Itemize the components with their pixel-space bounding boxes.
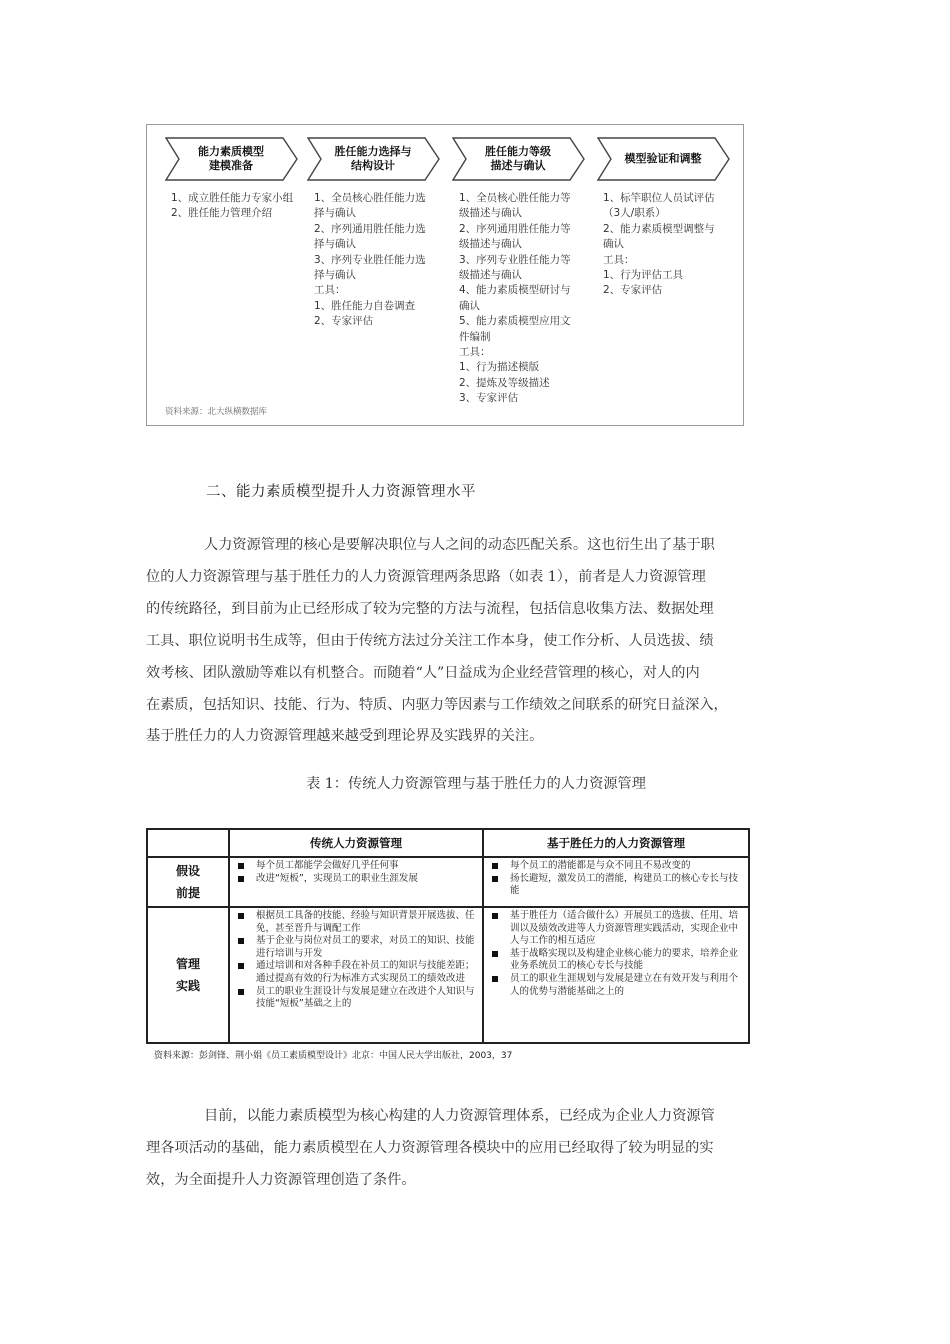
- stage-item: 1、全员核心胜任能力等级描述与确认: [459, 192, 571, 220]
- stage-item: 5、能力素质模型应用文件编制: [459, 315, 571, 343]
- comparison-table: [146, 828, 750, 1044]
- stage-item: 工具：: [314, 284, 346, 297]
- stage-2-header: [307, 137, 441, 181]
- paragraph-line: 目前，以能力素质模型为核心构建的人力资源管理体系，已经成为企业人力资源管: [204, 1108, 715, 1124]
- stage-item: 1、标竿职位人员试评估（3人/职系）: [603, 192, 715, 220]
- stage-3-header: [452, 137, 586, 181]
- section-title: 二、能力素质模型提升人力资源管理水平: [206, 484, 476, 500]
- stage-4-items: [603, 191, 725, 299]
- paragraph-line: 工具、职位说明书生成等，但由于传统方法过分关注工作本身，使工作分析、人员选拔、绩: [146, 632, 714, 649]
- stage-item: 2、提炼及等级描述: [459, 376, 550, 389]
- stage-item: 1、成立胜任能力专家小组: [171, 192, 294, 204]
- paragraph-line: 位的人力资源管理与基于胜任力的人力资源管理两条思路（如表 1），前者是人力资源管理: [146, 568, 706, 585]
- bullet-item: 每个员工的潜能都是与众不同且不易改变的: [488, 860, 744, 873]
- bullet-item: 员工的职业生涯设计与发展是建立在改进个人知识与技能“短板”基础之上的: [234, 986, 478, 1011]
- stage-3-items: [459, 191, 579, 407]
- stage-item: 2、序列通用胜任能力等级描述与确认: [459, 222, 571, 251]
- stage-1-title: 能力素质模型 建模准备: [198, 145, 264, 172]
- bullet-list: [234, 860, 478, 885]
- stage-item: 4、能力素质模型研讨与确认: [459, 284, 571, 312]
- bullet-item: 基于企业与岗位对员工的要求，对员工的知识、技能进行培训与开发: [234, 935, 478, 960]
- bullet-list: [488, 910, 744, 998]
- bullet-item: 员工的职业生涯规划与发展是建立在有效开发与利用个人的优势与潜能基础之上的: [488, 973, 744, 998]
- bullet-item: 基于战略实现以及构建企业核心能力的要求，培养企业业务系统员工的核心专长与技能: [488, 948, 744, 973]
- table-caption: 表 1：传统人力资源管理与基于胜任力的人力资源管理: [306, 776, 646, 792]
- bullet-list: [234, 910, 478, 1011]
- stage-item: 3、序列专业胜任能力等级描述与确认: [459, 253, 571, 282]
- stage-item: 2、专家评估: [314, 315, 374, 328]
- stage-item: 工具：: [459, 346, 491, 359]
- stage-item: 2、胜任能力管理介绍: [171, 207, 273, 220]
- cell-assumption-competency: [488, 860, 744, 898]
- paragraph-line: 人力资源管理的核心是要解决职位与人之间的动态匹配关系。这也衍生出了基于职: [204, 537, 715, 553]
- bullet-item: 通过培训和对各种手段在补员工的知识与技能差距；通过提高有效的行为标准方式实现员工的绩效改进: [234, 960, 478, 985]
- stage-2-items: [314, 191, 432, 330]
- stage-item: 3、序列专业胜任能力选择与确认: [314, 253, 426, 282]
- table-header-traditional: 传统人力资源管理: [310, 836, 402, 850]
- stage-item: 2、序列通用胜任能力选择与确认: [314, 222, 426, 251]
- stage-item: 2、能力素质模型调整与确认: [603, 222, 715, 251]
- stage-item: 3、专家评估: [459, 392, 519, 405]
- paragraph-1: [146, 530, 806, 753]
- stage-4-title: 模型验证和调整: [624, 152, 702, 165]
- stage-1-items: [171, 191, 299, 222]
- cell-practice-competency: [488, 910, 744, 998]
- stage-1-header: [165, 137, 299, 181]
- stage-item: 1、全员核心胜任能力选择与确认: [314, 192, 426, 220]
- paragraph-line: 效考核、团队激励等难以有机整合。而随着“人”日益成为企业经营管理的核心，对人的内: [146, 664, 700, 681]
- bullet-list: [488, 860, 744, 898]
- stage-item: 1、行为描述模版: [459, 361, 540, 374]
- bullet-item: 每个员工都能学会做好几乎任何事: [234, 860, 478, 873]
- stage-item: 1、行为评估工具: [603, 269, 684, 282]
- bullet-item: 根据员工具备的技能、经验与知识背景开展选拔、任免，甚至晋升与调配工作: [234, 910, 478, 935]
- table-divider: [228, 830, 230, 1042]
- paragraph-line: 的传统路径，到目前为止已经形成了较为完整的方法与流程，包括信息收集方法、数据处理: [146, 600, 714, 617]
- stage-item: 2、专家评估: [603, 284, 663, 297]
- bullet-item: 扬长避短，激发员工的潜能，构建员工的核心专长与技能: [488, 873, 744, 898]
- bullet-item: 改进“短板”，实现员工的职业生涯发展: [234, 873, 478, 886]
- table-divider: [148, 856, 748, 858]
- paragraph-line: 基于胜任力的人力资源管理越来越受到理论界及实践界的关注。: [146, 728, 544, 745]
- table-divider: [148, 906, 748, 908]
- stage-item: 工具：: [603, 253, 635, 266]
- process-flow-figure: [146, 124, 744, 426]
- stage-3-title: 胜任能力等级 描述与确认: [485, 145, 551, 172]
- row-label-practice: 管理 实践: [175, 957, 200, 993]
- paragraph-line: 在素质，包括知识、技能、行为、特质、内驱力等因素与工作绩效之间联系的研究日益深入，: [146, 696, 728, 713]
- cell-practice-traditional: [234, 910, 478, 1011]
- table-source: 资料来源：彭剑锋、荆小娟《员工素质模型设计》北京：中国人民大学出版社，2003，37: [154, 1051, 513, 1061]
- cell-assumption-traditional: [234, 860, 478, 885]
- figure-source: 资料来源：北大纵横数据库: [165, 407, 268, 417]
- bullet-item: 基于胜任力（适合做什么）开展员工的选拔、任用、培训以及绩效改进等人力资源管理实践活动，实现企业中人与工作的相互适应: [488, 910, 744, 948]
- paragraph-line: 效，为全面提升人力资源管理创造了条件。: [146, 1171, 416, 1188]
- paragraph-2: [146, 1101, 806, 1197]
- paragraph-line: 理各项活动的基础，能力素质模型在人力资源管理各模块中的应用已经取得了较为明显的实: [146, 1139, 714, 1156]
- table-header-competency: 基于胜任力的人力资源管理: [547, 836, 685, 850]
- stage-item: 1、胜任能力自卷调查: [314, 299, 416, 312]
- stage-2-title: 胜任能力选择与 结构设计: [334, 145, 412, 172]
- row-label-assumption: 假设 前提: [175, 864, 200, 900]
- table-divider: [482, 830, 484, 1042]
- stage-4-header: [597, 137, 731, 181]
